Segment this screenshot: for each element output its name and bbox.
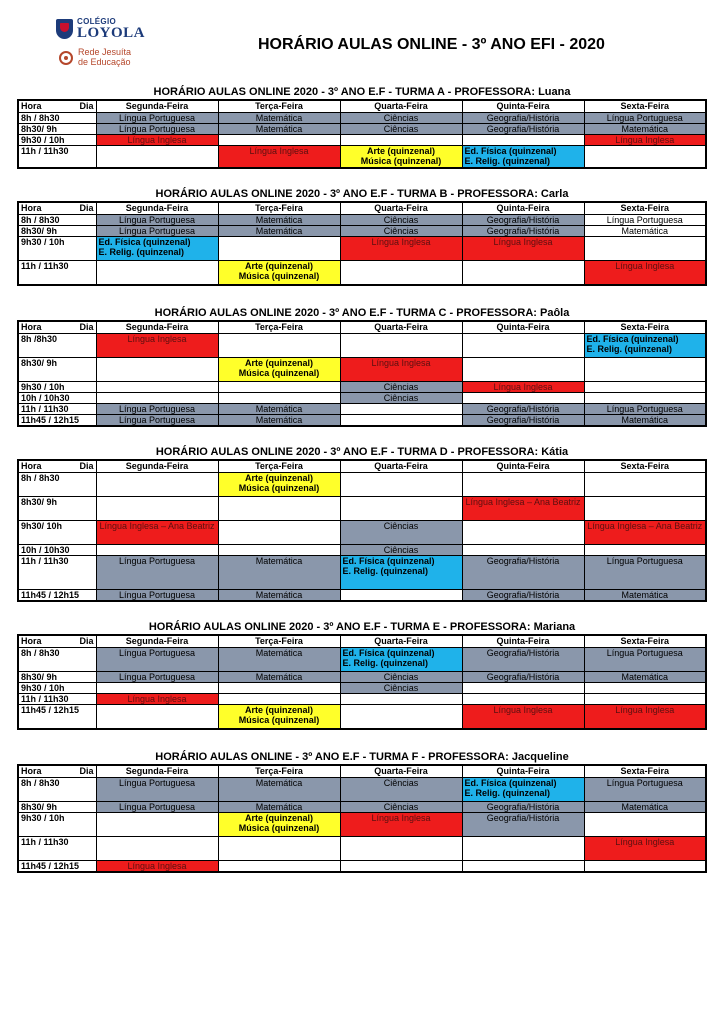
header-row — [18, 202, 706, 215]
lesson-cell: Ed. Física (quinzenal) E. Relig. (quinzenal) — [340, 648, 462, 672]
schedule-table — [17, 99, 707, 169]
day-header-1: Terça-Feira — [218, 202, 340, 215]
lesson-cell: Língua Portuguesa — [584, 404, 706, 415]
header-row — [18, 321, 706, 334]
day-header-3: Quinta-Feira — [462, 321, 584, 334]
time-cell: 8h /8h30 — [18, 334, 96, 358]
time-cell: 11h45 / 12h15 — [18, 861, 96, 873]
time-cell: 9h30 / 10h — [18, 237, 96, 261]
lesson-cell: Ciências — [340, 113, 462, 124]
lesson-cell: Matemática — [218, 113, 340, 124]
lesson-cell: Matemática — [218, 124, 340, 135]
lesson-cell: Ed. Física (quinzenal) E. Relig. (quinzenal) — [340, 556, 462, 590]
header-row — [18, 765, 706, 778]
lesson-cell: Língua Inglesa – Ana Beatriz — [584, 521, 706, 545]
time-cell: 9h30 / 10h — [18, 813, 96, 837]
header-row — [18, 460, 706, 473]
time-cell: 11h / 11h30 — [18, 837, 96, 861]
hora-label: Hora — [21, 766, 42, 776]
lesson-cell: Ciências — [340, 226, 462, 237]
lesson-cell: Língua Portuguesa — [584, 648, 706, 672]
time-cell: 8h30/ 9h — [18, 358, 96, 382]
table-row — [18, 556, 706, 590]
lesson-cell — [340, 705, 462, 729]
lesson-cell — [218, 683, 340, 694]
lesson-cell — [96, 837, 218, 861]
lesson-cell: Arte (quinzenal) Música (quinzenal) — [218, 358, 340, 382]
hora-label: Hora — [21, 461, 42, 471]
lesson-cell: Língua Inglesa — [584, 261, 706, 285]
day-header-0: Segunda-Feira — [96, 460, 218, 473]
schedule-table — [17, 201, 707, 286]
lesson-cell: Geografia/História — [462, 226, 584, 237]
schedule-turma-0 — [17, 86, 707, 169]
time-cell: 9h30 / 10h — [18, 135, 96, 146]
lesson-cell — [96, 497, 218, 521]
day-header-4: Sexta-Feira — [584, 460, 706, 473]
logo-line1: COLÉGIO — [77, 17, 116, 26]
hora-label: Hora — [21, 203, 42, 213]
lesson-cell: Ed. Física (quinzenal) E. Relig. (quinzenal) — [462, 146, 584, 168]
lesson-cell: Matemática — [584, 124, 706, 135]
lesson-cell: Arte (quinzenal) Música (quinzenal) — [218, 473, 340, 497]
time-cell: 9h30 / 10h — [18, 683, 96, 694]
lesson-cell: Língua Portuguesa — [96, 215, 218, 226]
lesson-cell — [96, 146, 218, 168]
lesson-cell: Matemática — [584, 672, 706, 683]
hora-dia-header — [18, 460, 96, 473]
schedule-turma-3 — [17, 446, 707, 602]
lesson-cell — [462, 358, 584, 382]
table-row — [18, 497, 706, 521]
table-row — [18, 215, 706, 226]
table-row — [18, 694, 706, 705]
hora-dia-header — [18, 100, 96, 113]
lesson-cell — [96, 473, 218, 497]
lesson-cell: Ciências — [340, 393, 462, 404]
lesson-cell — [218, 497, 340, 521]
lesson-cell — [218, 521, 340, 545]
lesson-cell: Geografia/História — [462, 672, 584, 683]
lesson-cell: Língua Inglesa — [584, 135, 706, 146]
page-title: HORÁRIO AULAS ONLINE - 3º ANO EFI - 2020 — [258, 36, 605, 53]
lesson-cell: Língua Portuguesa — [96, 404, 218, 415]
schedule-turma-4 — [17, 621, 707, 730]
lesson-cell: Arte (quinzenal) Música (quinzenal) — [340, 146, 462, 168]
lesson-cell: Geografia/História — [462, 415, 584, 427]
lesson-cell: Geografia/História — [462, 404, 584, 415]
header-row — [18, 100, 706, 113]
lesson-cell: Língua Inglesa — [462, 382, 584, 393]
lesson-cell: Geografia/História — [462, 648, 584, 672]
lesson-cell: Ciências — [340, 672, 462, 683]
lesson-cell: Ciências — [340, 382, 462, 393]
lesson-cell: Língua Inglesa — [218, 146, 340, 168]
lesson-cell — [340, 861, 462, 873]
time-cell: 11h / 11h30 — [18, 404, 96, 415]
lesson-cell: Geografia/História — [462, 124, 584, 135]
lesson-cell: Ciências — [340, 778, 462, 802]
lesson-cell — [462, 473, 584, 497]
lesson-cell: Língua Portuguesa — [96, 415, 218, 427]
lesson-cell: Geografia/História — [462, 802, 584, 813]
logo-line3a: Rede Jesuíta — [78, 47, 132, 57]
lesson-cell: Língua Portuguesa — [96, 672, 218, 683]
time-cell: 11h / 11h30 — [18, 146, 96, 168]
time-cell: 8h30/ 9h — [18, 124, 96, 135]
lesson-cell: Arte (quinzenal) Música (quinzenal) — [218, 261, 340, 285]
lesson-cell — [584, 358, 706, 382]
lesson-cell: Língua Portuguesa — [96, 802, 218, 813]
day-header-4: Sexta-Feira — [584, 635, 706, 648]
lesson-cell — [218, 861, 340, 873]
table-row — [18, 135, 706, 146]
lesson-cell — [96, 393, 218, 404]
lesson-cell — [462, 545, 584, 556]
lesson-cell — [584, 393, 706, 404]
lesson-cell — [584, 497, 706, 521]
table-row — [18, 545, 706, 556]
lesson-cell: Matemática — [218, 778, 340, 802]
lesson-cell: Língua Portuguesa — [96, 778, 218, 802]
dia-label: Dia — [79, 461, 94, 471]
lesson-cell: Língua Portuguesa — [584, 215, 706, 226]
lesson-cell: Ciências — [340, 124, 462, 135]
hora-label: Hora — [21, 636, 42, 646]
lesson-cell: Matemática — [218, 415, 340, 427]
lesson-cell — [96, 358, 218, 382]
time-cell: 10h / 10h30 — [18, 545, 96, 556]
lesson-cell — [462, 861, 584, 873]
day-header-3: Quinta-Feira — [462, 460, 584, 473]
lesson-cell — [584, 813, 706, 837]
lesson-cell: Matemática — [218, 802, 340, 813]
lesson-cell: Matemática — [218, 672, 340, 683]
time-cell: 11h45 / 12h15 — [18, 415, 96, 427]
page-header — [0, 0, 724, 80]
lesson-cell — [340, 694, 462, 705]
time-cell: 9h30/ 10h — [18, 521, 96, 545]
lesson-cell — [96, 705, 218, 729]
lesson-cell: Língua Inglesa — [340, 358, 462, 382]
lesson-cell: Ed. Física (quinzenal) E. Relig. (quinzenal) — [96, 237, 218, 261]
lesson-cell: Matemática — [218, 404, 340, 415]
lesson-cell: Geografia/História — [462, 113, 584, 124]
lesson-cell: Língua Portuguesa — [584, 778, 706, 802]
lesson-cell: Ciências — [340, 521, 462, 545]
lesson-cell — [218, 545, 340, 556]
day-header-4: Sexta-Feira — [584, 765, 706, 778]
lesson-cell: Língua Portuguesa — [584, 113, 706, 124]
day-header-4: Sexta-Feira — [584, 321, 706, 334]
lesson-cell — [462, 261, 584, 285]
table-row — [18, 226, 706, 237]
lesson-cell — [340, 837, 462, 861]
time-cell: 10h / 10h30 — [18, 393, 96, 404]
lesson-cell: Língua Inglesa — [96, 334, 218, 358]
time-cell: 11h / 11h30 — [18, 556, 96, 590]
time-cell: 8h / 8h30 — [18, 113, 96, 124]
lesson-cell: Ciências — [340, 802, 462, 813]
time-cell: 11h / 11h30 — [18, 261, 96, 285]
lesson-cell — [462, 334, 584, 358]
lesson-cell: Ciências — [340, 683, 462, 694]
lesson-cell — [462, 837, 584, 861]
day-header-1: Terça-Feira — [218, 321, 340, 334]
table-row — [18, 415, 706, 427]
day-header-2: Quarta-Feira — [340, 635, 462, 648]
time-cell: 11h45 / 12h15 — [18, 590, 96, 602]
lesson-cell — [462, 683, 584, 694]
lesson-cell — [462, 521, 584, 545]
lesson-cell — [218, 135, 340, 146]
day-header-3: Quinta-Feira — [462, 100, 584, 113]
lesson-cell — [584, 146, 706, 168]
day-header-2: Quarta-Feira — [340, 321, 462, 334]
day-header-2: Quarta-Feira — [340, 100, 462, 113]
lesson-cell — [340, 415, 462, 427]
lesson-cell: Matemática — [584, 590, 706, 602]
lesson-cell: Língua Inglesa — [96, 135, 218, 146]
table-row — [18, 813, 706, 837]
lesson-cell: Língua Portuguesa — [584, 556, 706, 590]
schedule-title: HORÁRIO AULAS ONLINE 2020 - 3º ANO E.F - TURMA C - PROFESSORA: Paôla — [154, 307, 570, 319]
table-row — [18, 837, 706, 861]
table-row — [18, 113, 706, 124]
time-cell: 8h / 8h30 — [18, 648, 96, 672]
day-header-1: Terça-Feira — [218, 460, 340, 473]
lesson-cell: Língua Portuguesa — [96, 113, 218, 124]
schedule-turma-1 — [17, 188, 707, 286]
day-header-3: Quinta-Feira — [462, 635, 584, 648]
lesson-cell: Língua Portuguesa — [96, 556, 218, 590]
hora-label: Hora — [21, 322, 42, 332]
lesson-cell — [340, 473, 462, 497]
lesson-cell — [218, 237, 340, 261]
day-header-0: Segunda-Feira — [96, 202, 218, 215]
lesson-cell — [584, 861, 706, 873]
time-cell: 11h45 / 12h15 — [18, 705, 96, 729]
schedule-turma-2 — [17, 307, 707, 427]
schedule-title: HORÁRIO AULAS ONLINE 2020 - 3º ANO E.F - TURMA E - PROFESSORA: Mariana — [148, 621, 576, 633]
logo-line3b: de Educação — [78, 57, 131, 67]
lesson-cell: Arte (quinzenal) Música (quinzenal) — [218, 705, 340, 729]
lesson-cell — [96, 813, 218, 837]
lesson-cell: Língua Inglesa — [584, 837, 706, 861]
day-header-1: Terça-Feira — [218, 635, 340, 648]
lesson-cell: Matemática — [584, 802, 706, 813]
lesson-cell — [462, 135, 584, 146]
time-cell: 8h30/ 9h — [18, 672, 96, 683]
lesson-cell: Matemática — [218, 648, 340, 672]
lesson-cell — [340, 261, 462, 285]
table-row — [18, 861, 706, 873]
hora-dia-header — [18, 321, 96, 334]
time-cell: 11h / 11h30 — [18, 694, 96, 705]
day-header-2: Quarta-Feira — [340, 202, 462, 215]
schedule-table — [17, 764, 707, 873]
day-header-4: Sexta-Feira — [584, 202, 706, 215]
lesson-cell — [462, 694, 584, 705]
table-row — [18, 146, 706, 168]
schedule-table — [17, 634, 707, 730]
schedule-table — [17, 320, 707, 427]
table-row — [18, 590, 706, 602]
table-row — [18, 705, 706, 729]
lesson-cell: Ed. Física (quinzenal) E. Relig. (quinzenal) — [462, 778, 584, 802]
hora-dia-header — [18, 635, 96, 648]
dia-label: Dia — [79, 322, 94, 332]
lesson-cell: Matemática — [218, 556, 340, 590]
lesson-cell — [584, 694, 706, 705]
lesson-cell — [584, 473, 706, 497]
table-row — [18, 648, 706, 672]
lesson-cell: Matemática — [218, 215, 340, 226]
lesson-cell — [340, 135, 462, 146]
lesson-cell — [340, 497, 462, 521]
lesson-cell: Ed. Física (quinzenal) E. Relig. (quinzenal) — [584, 334, 706, 358]
lesson-cell — [218, 393, 340, 404]
schedule-title: HORÁRIO AULAS ONLINE 2020 - 3º ANO E.F - TURMA D - PROFESSORA: Kátia — [155, 446, 569, 458]
table-row — [18, 358, 706, 382]
time-cell: 9h30 / 10h — [18, 382, 96, 393]
school-logo — [56, 17, 166, 73]
table-row — [18, 382, 706, 393]
table-row — [18, 672, 706, 683]
table-row — [18, 473, 706, 497]
table-row — [18, 237, 706, 261]
logo-line2: LOYOLA — [77, 25, 146, 41]
lesson-cell: Arte (quinzenal) Música (quinzenal) — [218, 813, 340, 837]
lesson-cell: Matemática — [218, 226, 340, 237]
lesson-cell — [462, 393, 584, 404]
day-header-2: Quarta-Feira — [340, 460, 462, 473]
time-cell: 8h30/ 9h — [18, 802, 96, 813]
table-row — [18, 683, 706, 694]
lesson-cell — [218, 837, 340, 861]
schedule-turma-5 — [17, 751, 707, 873]
lesson-cell — [584, 545, 706, 556]
header-row — [18, 635, 706, 648]
day-header-0: Segunda-Feira — [96, 635, 218, 648]
lesson-cell: Geografia/História — [462, 556, 584, 590]
lesson-cell — [340, 334, 462, 358]
lesson-cell: Ciências — [340, 545, 462, 556]
schedule-title: HORÁRIO AULAS ONLINE - 3º ANO E.F - TURMA F - PROFESSORA: Jacqueline — [155, 751, 569, 763]
schedule-title: HORÁRIO AULAS ONLINE 2020 - 3º ANO E.F - TURMA A - PROFESSORA: Luana — [153, 86, 571, 98]
lesson-cell: Geografia/História — [462, 813, 584, 837]
lesson-cell: Língua Inglesa — [96, 694, 218, 705]
hora-dia-header — [18, 202, 96, 215]
lesson-cell: Língua Inglesa — [340, 237, 462, 261]
schedule-table — [17, 459, 707, 602]
table-row — [18, 778, 706, 802]
lesson-cell — [340, 404, 462, 415]
table-row — [18, 521, 706, 545]
dia-label: Dia — [79, 766, 94, 776]
lesson-cell: Língua Portuguesa — [96, 590, 218, 602]
lesson-cell — [584, 683, 706, 694]
lesson-cell: Língua Portuguesa — [96, 226, 218, 237]
lesson-cell: Língua Portuguesa — [96, 124, 218, 135]
logo-network — [78, 47, 131, 67]
table-row — [18, 261, 706, 285]
lesson-cell — [96, 261, 218, 285]
hora-dia-header — [18, 765, 96, 778]
lesson-cell: Matemática — [584, 226, 706, 237]
lesson-cell — [584, 237, 706, 261]
lesson-cell — [218, 694, 340, 705]
time-cell: 8h30/ 9h — [18, 497, 96, 521]
table-row — [18, 404, 706, 415]
table-row — [18, 802, 706, 813]
lesson-cell: Ciências — [340, 215, 462, 226]
lesson-cell — [96, 683, 218, 694]
lesson-cell: Geografia/História — [462, 215, 584, 226]
lesson-cell: Língua Inglesa — [340, 813, 462, 837]
day-header-1: Terça-Feira — [218, 765, 340, 778]
day-header-0: Segunda-Feira — [96, 100, 218, 113]
day-header-0: Segunda-Feira — [96, 765, 218, 778]
table-row — [18, 334, 706, 358]
lesson-cell — [340, 590, 462, 602]
time-cell: 8h / 8h30 — [18, 473, 96, 497]
lesson-cell: Língua Inglesa — [96, 861, 218, 873]
day-header-4: Sexta-Feira — [584, 100, 706, 113]
lesson-cell: Língua Inglesa — [462, 237, 584, 261]
lesson-cell — [218, 382, 340, 393]
dia-label: Dia — [79, 101, 94, 111]
lesson-cell: Língua Inglesa — [462, 705, 584, 729]
lesson-cell: Língua Inglesa — [584, 705, 706, 729]
schedule-title: HORÁRIO AULAS ONLINE 2020 - 3º ANO E.F - TURMA B - PROFESSORA: Carla — [155, 188, 569, 200]
dia-label: Dia — [79, 203, 94, 213]
lesson-cell: Geografia/História — [462, 590, 584, 602]
table-row — [18, 124, 706, 135]
seal-icon — [59, 51, 73, 65]
lesson-cell — [96, 545, 218, 556]
day-header-3: Quinta-Feira — [462, 765, 584, 778]
day-header-0: Segunda-Feira — [96, 321, 218, 334]
lesson-cell: Língua Portuguesa — [96, 648, 218, 672]
lesson-cell — [218, 334, 340, 358]
time-cell: 8h / 8h30 — [18, 215, 96, 226]
day-header-2: Quarta-Feira — [340, 765, 462, 778]
time-cell: 8h / 8h30 — [18, 778, 96, 802]
lesson-cell — [96, 382, 218, 393]
day-header-1: Terça-Feira — [218, 100, 340, 113]
day-header-3: Quinta-Feira — [462, 202, 584, 215]
shield-icon — [56, 19, 73, 39]
lesson-cell — [584, 382, 706, 393]
time-cell: 8h30/ 9h — [18, 226, 96, 237]
lesson-cell: Matemática — [584, 415, 706, 427]
hora-label: Hora — [21, 101, 42, 111]
lesson-cell: Matemática — [218, 590, 340, 602]
dia-label: Dia — [79, 636, 94, 646]
table-row — [18, 393, 706, 404]
lesson-cell: Língua Inglesa – Ana Beatriz — [96, 521, 218, 545]
lesson-cell: Língua Inglesa – Ana Beatriz — [462, 497, 584, 521]
